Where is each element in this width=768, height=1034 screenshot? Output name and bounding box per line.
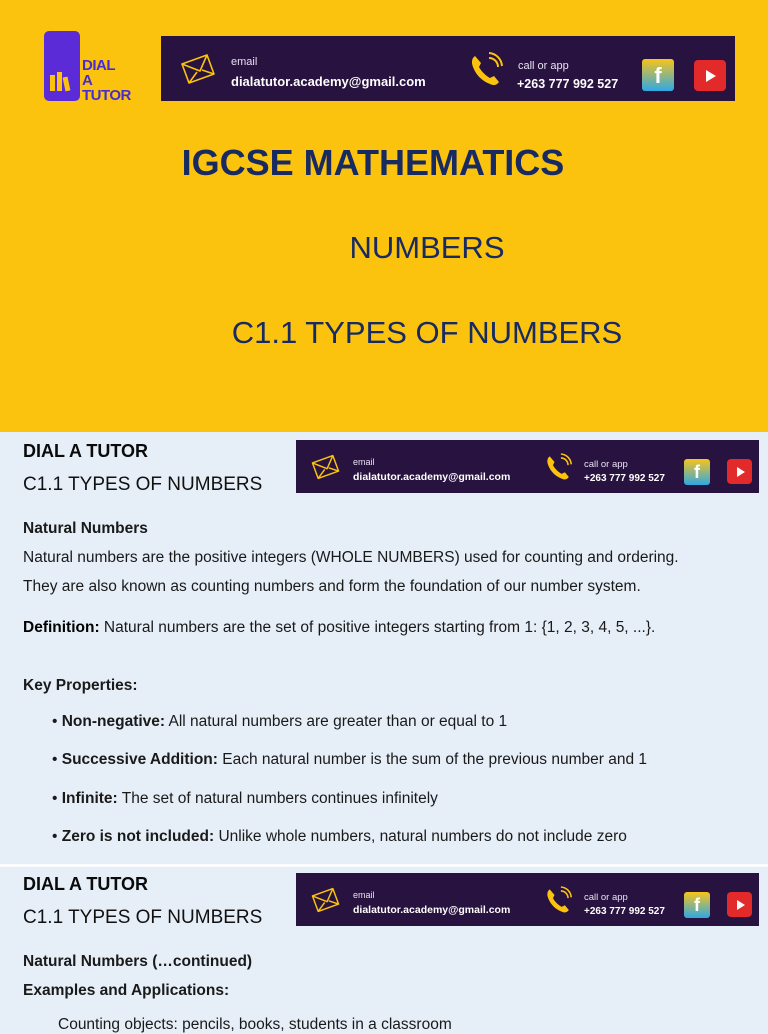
logo-text-a: A (82, 72, 93, 89)
definition-text: Natural numbers are the set of positive integers starting from 1: {1, 2, 3, 4, 5, ...}. (99, 619, 656, 636)
list-item: • Infinite: The set of natural numbers continues infinitely (52, 790, 438, 807)
logo-text-dial: DIAL (82, 57, 115, 74)
property-text: All natural numbers are greater than or equal to 1 (165, 713, 508, 730)
phone-logo-icon (44, 31, 80, 101)
examples-heading: Examples and Applications: (23, 982, 230, 999)
section-title: C1.1 TYPES OF NUMBERS (23, 474, 263, 495)
property-label: Non-negative: (61, 713, 166, 730)
cover-title: IGCSE MATHEMATICS (181, 142, 565, 183)
property-label: Infinite: (61, 790, 118, 807)
property-label: Zero is not included: (61, 828, 215, 845)
definition (23, 619, 655, 637)
brand-name: DIAL A TUTOR (23, 441, 148, 461)
facebook-icon[interactable]: f (642, 59, 674, 91)
youtube-icon[interactable] (694, 60, 726, 91)
email-label: email (353, 457, 375, 467)
phone-number[interactable]: +263 777 992 527 (584, 473, 665, 484)
facebook-icon[interactable]: f (684, 892, 710, 918)
youtube-icon[interactable] (727, 892, 752, 917)
list-item: Counting objects: pencils, books, students in a classroom (58, 1016, 452, 1033)
email-address[interactable]: dialatutor.academy@gmail.com (231, 74, 426, 89)
contact-banner (296, 440, 759, 493)
property-text: The set of natural numbers continues infinitely (117, 790, 438, 807)
key-properties-heading: Key Properties: (23, 677, 138, 694)
phone-number[interactable]: +263 777 992 527 (584, 906, 665, 917)
phone-label: call or app (584, 459, 628, 470)
property-text: Unlike whole numbers, natural numbers do not include zero (214, 828, 627, 845)
email-address[interactable]: dialatutor.academy@gmail.com (353, 904, 511, 916)
intro-line-1: Natural numbers are the positive integers (WHOLE NUMBERS) used for counting and ordering. (23, 549, 679, 566)
envelope-icon (179, 52, 217, 86)
logo-text-tutor: TUTOR (82, 87, 131, 104)
phone-icon (545, 886, 572, 915)
phone-icon (469, 52, 503, 88)
phone-number[interactable]: +263 777 992 527 (517, 77, 619, 91)
email-label: email (353, 890, 375, 900)
email-address[interactable]: dialatutor.academy@gmail.com (353, 471, 511, 483)
contact-banner (161, 36, 735, 101)
cover-section: C1.1 TYPES OF NUMBERS (231, 315, 623, 350)
envelope-icon (310, 453, 341, 481)
list-item: • Zero is not included: Unlike whole numbers, natural numbers do not include zero (52, 828, 627, 845)
dial-a-tutor-logo (44, 30, 139, 104)
property-text: Each natural number is the sum of the previous number and 1 (217, 751, 648, 768)
heading-natural-numbers-continued: Natural Numbers (…continued) (23, 953, 253, 970)
property-label: Successive Addition: (61, 751, 218, 768)
youtube-icon[interactable] (727, 459, 752, 484)
brand-name: DIAL A TUTOR (23, 874, 148, 894)
intro-line-2: They are also known as counting numbers and form the foundation of our number system. (23, 578, 641, 595)
envelope-icon (310, 886, 341, 914)
email-label: email (231, 56, 258, 68)
phone-icon (545, 453, 572, 482)
phone-label: call or app (584, 892, 628, 903)
cover-topic: NUMBERS (349, 230, 505, 265)
facebook-icon[interactable]: f (684, 459, 710, 485)
phone-label: call or app (518, 60, 569, 72)
section-title: C1.1 TYPES OF NUMBERS (23, 907, 263, 928)
page-divider (0, 864, 768, 867)
cover-page (0, 0, 768, 432)
list-item: • Non-negative: All natural numbers are greater than or equal to 1 (52, 713, 508, 730)
list-item: • Successive Addition: Each natural number is the sum of the previous number and 1 (52, 751, 648, 768)
contact-banner (296, 873, 759, 926)
definition-label: Definition: (23, 619, 100, 636)
heading-natural-numbers: Natural Numbers (23, 520, 148, 537)
